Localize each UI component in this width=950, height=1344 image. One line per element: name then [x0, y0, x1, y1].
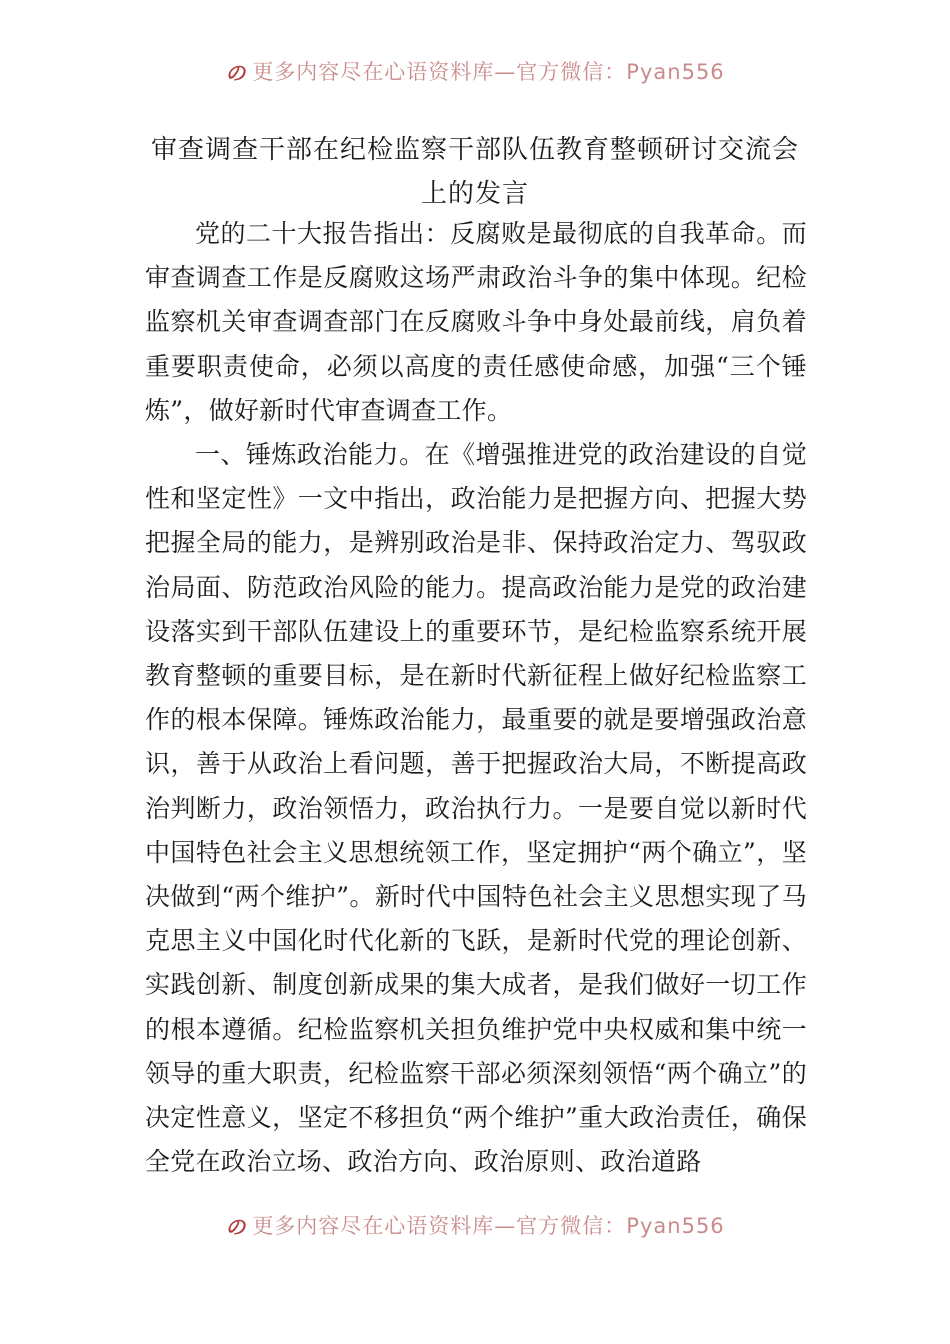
- watermark-logo-icon: の: [225, 60, 247, 85]
- watermark-text: 更多内容尽在心语资料库—官方微信：Pyan556: [252, 60, 725, 84]
- paragraph-section-1: 一、锤炼政治能力。在《增强推进党的政治建设的自觉性和坚定性》一文中指出，政治能力是把握方向、把握大势把握全局的能力，是辨别政治是非、保持政治定力、驾驭政治局面、防范政治风险的能力。提高政治能力是党的政治建设落实到干部队伍建设上的重要环节，是纪检监察系统开展教育整顿的重要目标，是在新时代新征程上做好纪检监察工作的根本保障。锤炼政治能力，最重要的就是要增强政治意识，善于从政治上看问题，善于把握政治大局，不断提高政治判断力，政治领悟力，政治执行力。一是要自觉以新时代中国特色社会主义思想统领工作，坚定拥护“两个确立”，坚决做到“两个维护”。新时代中国特色社会主义思想实现了马克思主义中国化时代化新的飞跃，是新时代党的理论创新、实践创新、制度创新成果的集大成者，是我们做好一切工作的根本遵循。纪检监察机关担负维护党中央权威和集中统一领导的重大职责，纪检监察干部必须深刻领悟“两个确立”的决定性意义，坚定不移担负“两个维护”重大政治责任，确保全党在政治立场、政治方向、政治原则、政治道路: [145, 440, 807, 1177]
- watermark-logo-icon: の: [225, 1214, 247, 1239]
- document-body: [145, 212, 807, 1184]
- paragraph-intro: 党的二十大报告指出：反腐败是最彻底的自我革命。而审查调查工作是反腐败这场严肃政治斗争的集中体现。纪检监察机关审查调查部门在反腐败斗争中身处最前线，肩负着重要职责使命，必须以高度的责任感使命感，加强“三个锤炼”，做好新时代审查调查工作。: [145, 219, 807, 425]
- footer-watermark: [0, 1210, 950, 1240]
- document-title: 审查调查干部在纪检监察干部队伍教育整顿研讨交流会上的发言: [150, 135, 799, 209]
- watermark-text: 更多内容尽在心语资料库—官方微信：Pyan556: [252, 1214, 725, 1238]
- header-watermark: [0, 56, 950, 86]
